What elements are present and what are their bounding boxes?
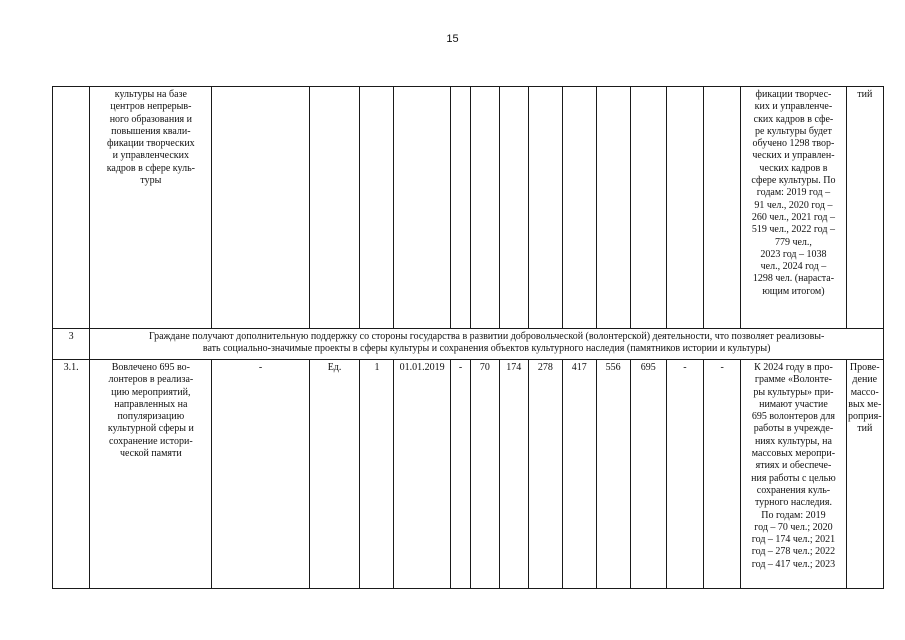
value-cell — [596, 360, 630, 589]
base-value: 1 — [374, 362, 380, 373]
value-2018: - — [458, 362, 463, 373]
text-line: ния работы с целью — [751, 472, 836, 484]
base-date-cell — [394, 360, 451, 589]
value-cell — [666, 360, 703, 589]
value-cell — [630, 87, 666, 329]
text-line: 695 волонтеров для — [751, 411, 835, 423]
text-line: работы в учрежде- — [753, 423, 834, 435]
text-line: ры культуры» при- — [753, 386, 834, 398]
value-cell — [499, 87, 528, 329]
text-line: чел., 2024 год – — [760, 261, 827, 273]
value-cell — [450, 360, 470, 589]
indicator-row — [53, 360, 884, 589]
text-line: год – 174 чел.; 2021 — [751, 534, 836, 546]
section-number-cell — [53, 329, 90, 360]
text-line: роприя- — [847, 411, 882, 423]
value-cell — [704, 360, 741, 589]
value-2025: - — [683, 362, 687, 373]
unit-cell — [309, 360, 360, 589]
result-description-text — [742, 89, 844, 298]
info-system-cell — [846, 360, 883, 589]
number-cell — [53, 360, 90, 589]
indicator-name-text — [91, 89, 210, 187]
base-date-cell — [394, 87, 451, 329]
text-line: лонтеров в реализа- — [108, 374, 194, 386]
text-line: сохранения куль- — [756, 484, 831, 496]
number-cell — [53, 87, 90, 329]
text-line: тий — [857, 89, 873, 100]
result-description-cell — [741, 360, 846, 589]
indicator-type-cell — [212, 87, 309, 329]
text-line: К 2024 году в про- — [754, 362, 833, 373]
value-2024: 695 — [640, 362, 656, 373]
text-line: ре культуры будет — [755, 125, 832, 137]
value-2026: - — [720, 362, 724, 373]
value-2023: 556 — [605, 362, 621, 373]
result-description-text — [742, 362, 844, 571]
text-line: годам: 2019 год – — [756, 187, 831, 199]
value-cell — [450, 87, 470, 329]
value-2019: 70 — [479, 362, 490, 373]
text-line: массовых меропри- — [751, 448, 836, 460]
value-cell — [471, 360, 499, 589]
indicators-table — [52, 86, 884, 589]
text-line: 1298 чел. (нараста- — [752, 273, 835, 285]
unit-cell — [309, 87, 360, 329]
text-line: 260 чел., 2021 год – — [751, 211, 835, 223]
text-line: турного наследия. — [754, 497, 832, 509]
text-line: По годам: 2019 — [761, 509, 826, 521]
text-line: сохранение истори- — [108, 435, 193, 447]
text-line: тий — [857, 423, 873, 435]
text-line: культуры на базе — [114, 89, 187, 100]
value-cell — [528, 360, 562, 589]
indicator-type: - — [258, 362, 263, 373]
text-line: цию мероприятий, — [111, 386, 191, 398]
info-system-cell — [846, 87, 883, 329]
base-value-cell — [360, 360, 394, 589]
text-line: год – 70 чел.; 2020 — [754, 521, 833, 533]
text-line: фикации творчес- — [755, 89, 832, 100]
text-line: кадров в сфере куль- — [106, 162, 195, 174]
text-line: вать социально-значимые проекты в сферы культуры и сохранения объектов культурного наследия (памятников истории и культуры) — [202, 343, 771, 355]
section-number: 3 — [68, 331, 74, 342]
result-description-cell — [741, 87, 846, 329]
text-line: год – 417 чел.; 2023 — [751, 558, 836, 570]
value-2020: 174 — [506, 362, 522, 373]
value-cell — [471, 87, 499, 329]
info-system-text — [848, 89, 882, 101]
text-line: повышения квали- — [111, 125, 191, 137]
text-line: ческих и управлен- — [752, 150, 835, 162]
page-number: 15 — [446, 33, 459, 45]
text-line: культурной сферы и — [107, 423, 194, 435]
text-line: туры — [140, 175, 162, 187]
text-line: год – 278 чел.; 2022 — [751, 546, 836, 558]
text-line: ческой памяти — [119, 448, 182, 460]
text-line: грамме «Волонте- — [754, 374, 833, 386]
text-line: Граждане получают дополнительную поддержку со стороны государства в развитии добровольческой (волонтерской) деятельности, что позволяет реализовы- — [148, 331, 825, 342]
text-line: ятиях и обеспече- — [755, 460, 832, 472]
text-line: ного образования и — [109, 113, 192, 125]
value-cell — [596, 87, 630, 329]
value-cell — [630, 360, 666, 589]
text-line: 91 чел., 2020 год – — [754, 199, 833, 211]
text-line: обучено 1298 твор- — [752, 138, 835, 150]
indicator-name-text — [91, 362, 210, 460]
text-line: и управленческих — [112, 150, 190, 162]
section-row — [53, 329, 884, 360]
text-line: дение — [852, 374, 878, 386]
text-line: Вовлечено 695 во- — [111, 362, 190, 373]
value-cell — [562, 360, 596, 589]
unit: Ед. — [327, 362, 342, 373]
indicator-name-cell — [90, 360, 212, 589]
text-line: фикации творческих — [107, 138, 195, 150]
indicator-number: 3.1. — [63, 362, 79, 373]
info-system-text — [848, 362, 882, 436]
text-line: ниях культуры, на — [754, 435, 832, 447]
text-line: вых ме- — [848, 398, 882, 410]
text-line: ких и управленче- — [754, 101, 833, 113]
text-line: 779 чел., — [774, 236, 812, 248]
text-line: 519 чел., 2022 год – — [751, 224, 835, 236]
text-line: направленных на — [114, 398, 188, 410]
base-value-cell — [360, 87, 394, 329]
indicator-name-cell — [90, 87, 212, 329]
text-line: ющим итогом) — [762, 285, 825, 297]
value-cell — [562, 87, 596, 329]
text-line: 2023 год – 1038 — [760, 248, 827, 260]
text-line: Прове- — [849, 362, 880, 373]
text-line: популяризацию — [117, 411, 185, 423]
continuation-row — [53, 87, 884, 329]
indicator-type-cell — [212, 360, 309, 589]
text-line: ских кадров в сфе- — [753, 113, 834, 125]
value-cell — [499, 360, 528, 589]
section-title — [91, 331, 882, 356]
text-line: массо- — [850, 386, 879, 398]
value-2021: 278 — [537, 362, 553, 373]
base-date: 01.01.2019 — [399, 362, 445, 373]
value-cell — [528, 87, 562, 329]
text-line: сфере культуры. По — [751, 175, 836, 187]
text-line: центров непрерыв- — [110, 101, 192, 113]
text-line: ческих кадров в — [759, 162, 828, 174]
text-line: нимают участие — [759, 398, 828, 410]
value-2022: 417 — [571, 362, 587, 373]
section-title-cell — [90, 329, 884, 360]
value-cell — [666, 87, 703, 329]
value-cell — [704, 87, 741, 329]
